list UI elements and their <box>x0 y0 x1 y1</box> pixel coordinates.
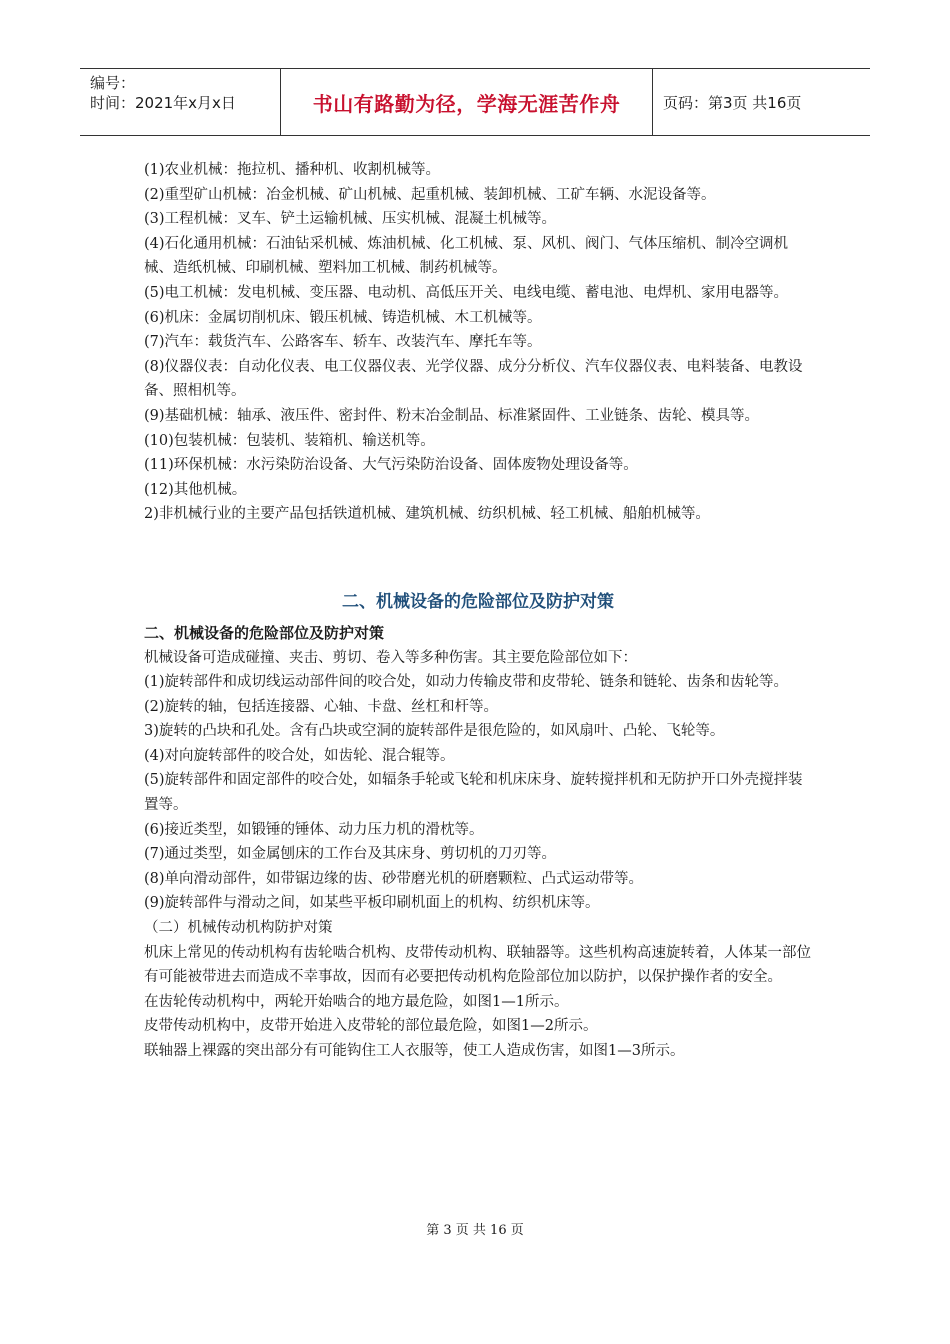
time-label: 时间：2021年x月x日 <box>90 94 236 112</box>
list-item: (12)其他机械。 <box>144 481 247 498</box>
list-item: (4)石化通用机械：石油钻采机械、炼油机械、化工机械、泵、风机、阀门、气体压缩机、制冷空调机械、造纸机械、印刷机械、塑料加工机械、制药机械等。 <box>144 235 789 277</box>
document-body <box>144 158 812 1064</box>
intro-paragraph: 机械设备可造成碰撞、夹击、剪切、卷入等多种伤害。其主要危险部位如下： <box>144 649 637 666</box>
list-item: 3)旋转的凸块和孔处。含有凸块或空洞的旋转部件是很危险的，如风扇叶、凸轮、飞轮等。 <box>144 723 725 740</box>
list-item: (7)通过类型，如金属刨床的工作台及其床身、剪切机的刀刃等。 <box>144 846 557 863</box>
list-item: (7)汽车：载货汽车、公路客车、轿车、改装汽车、摩托车等。 <box>144 334 542 351</box>
list-item: (8)仪器仪表：自动化仪表、电工仪器仪表、光学仪器、成分分析仪、汽车仪器仪表、电料装备、电教设备、照相机等。 <box>144 358 803 400</box>
list-item: (6)机床：金属切削机床、锻压机械、铸造机械、木工机械等。 <box>144 309 542 326</box>
list-item: (4)对向旋转部件的咬合处，如齿轮、混合辊等。 <box>144 747 455 764</box>
subsection-heading: （二）机械传动机构防护对策 <box>144 920 333 937</box>
section-spacer <box>144 527 812 589</box>
paragraph: 机床上常见的传动机构有齿轮啮合机构、皮带传动机构、联轴器等。这些机构高速旋转着，人体某一部位有可能被带进去而造成不幸事故，因而有必要把传动机构危险部位加以防护，以保护操作者的安全。 <box>144 944 811 986</box>
sub-title: 二、机械设备的危险部位及防护对策 <box>144 623 385 642</box>
list-item: (3)工程机械：叉车、铲土运输机械、压实机械、混凝土机械等。 <box>144 211 557 228</box>
paragraph: 皮带传动机构中，皮带开始进入皮带轮的部位最危险，如图1—2所示。 <box>144 1018 598 1035</box>
list-item: (10)包装机械：包装机、装箱机、输送机等。 <box>144 432 435 449</box>
list-item: (5)旋转部件和固定部件的咬合处，如辐条手轮或飞轮和机床床身、旋转搅拌机和无防护开口外壳搅拌装置等。 <box>144 772 803 814</box>
header-meta <box>80 69 281 135</box>
list-item: (2)旋转的轴，包括连接器、心轴、卡盘、丝杠和杆等。 <box>144 698 499 715</box>
list-item: (11)环保机械：水污染防治设备、大气污染防治设备、固体废物处理设备等。 <box>144 457 638 474</box>
list-item: (9)旋转部件与滑动之间，如某些平板印刷机面上的机构、纺织机床等。 <box>144 895 600 912</box>
list-item: (5)电工机械：发电机械、变压器、电动机、高低压开关、电线电缆、蓄电池、电焊机、家用电器等。 <box>144 284 789 301</box>
list-item: 2)非机械行业的主要产品包括铁道机械、建筑机械、纺织机械、轻工机械、船舶机械等。 <box>144 506 710 523</box>
list-item: (6)接近类型，如锻锤的锤体、动力压力机的滑枕等。 <box>144 821 484 838</box>
list-item: (2)重型矿山机械：冶金机械、矿山机械、起重机械、装卸机械、工矿车辆、水泥设备等。 <box>144 186 716 203</box>
header-motto: 书山有路勤为径，学海无涯苦作舟 <box>281 69 653 135</box>
code-label: 编号： <box>90 74 136 92</box>
page-footer: 第 3 页 共 16 页 <box>426 1223 524 1238</box>
section-title: 二、机械设备的危险部位及防护对策 <box>342 591 614 612</box>
paragraph: 联轴器上裸露的突出部分有可能钩住工人衣服等，使工人造成伤害，如图1—3所示。 <box>144 1043 685 1059</box>
page-header <box>80 68 870 136</box>
list-item: (1)农业机械：拖拉机、播种机、收割机械等。 <box>144 162 441 178</box>
list-item: (1)旋转部件和成切线运动部件间的咬合处，如动力传输皮带和皮带轮、链条和链轮、齿条和齿轮等。 <box>144 674 789 691</box>
paragraph: 在齿轮传动机构中，两轮开始啮合的地方最危险，如图1—1所示。 <box>144 993 569 1010</box>
list-item: (8)单向滑动部件，如带锯边缘的齿、砂带磨光机的研磨颗粒、凸式运动带等。 <box>144 870 644 887</box>
header-page-info: 页码：第3页 共16页 <box>663 93 802 112</box>
list-item: (9)基础机械：轴承、液压件、密封件、粉末冶金制品、标准紧固件、工业链条、齿轮、模具等。 <box>144 407 760 424</box>
